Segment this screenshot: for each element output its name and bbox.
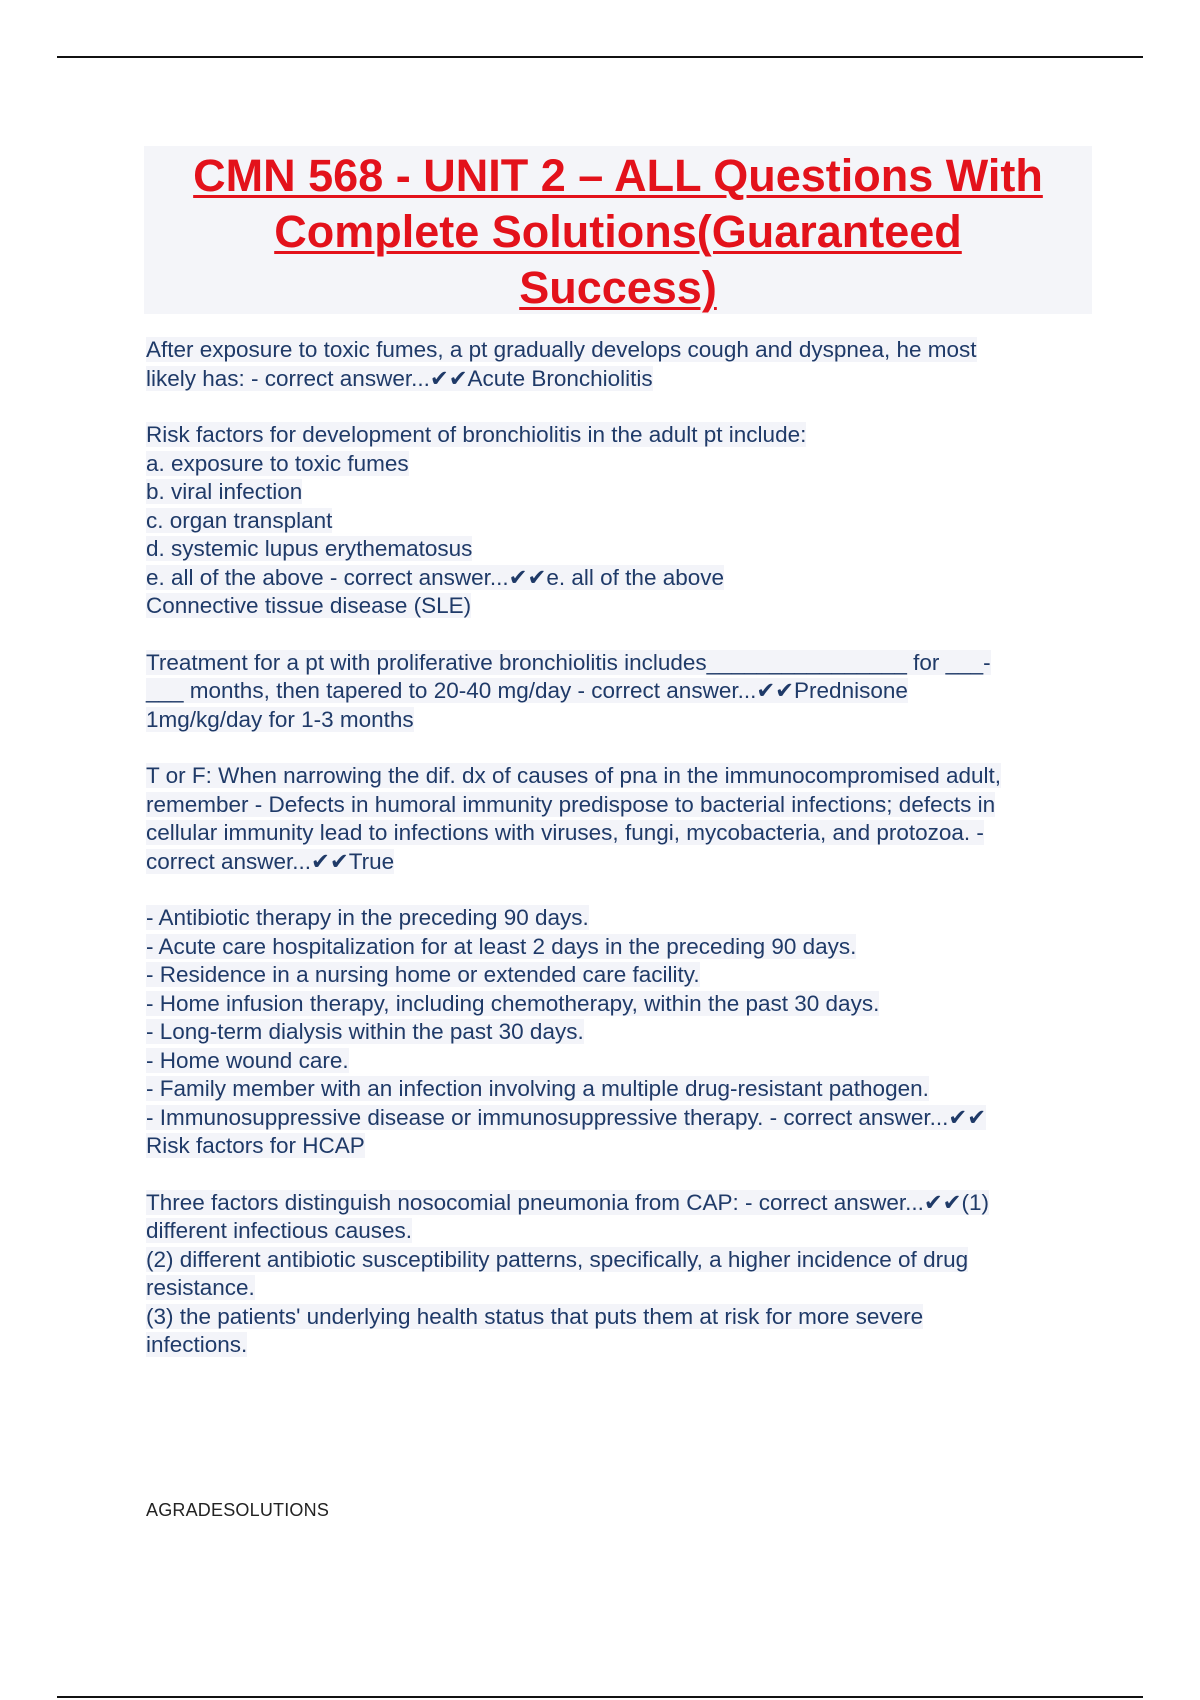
qa-line: correct answer...✔✔True	[146, 848, 395, 874]
qa-line: a. exposure to toxic fumes	[146, 450, 409, 476]
bottom-rule	[57, 1696, 1143, 1698]
top-rule	[57, 56, 1143, 58]
qa-line: T or F: When narrowing the dif. dx of causes of pna in the immunocompromised adult,	[146, 763, 1001, 788]
qa-item	[146, 904, 1086, 1161]
qa-line: - Immunosuppressive disease or immunosuppressive therapy. - correct answer...✔✔	[146, 1104, 987, 1130]
qa-line: different infectious causes.	[146, 1218, 412, 1243]
qa-line: - Home infusion therapy, including chemotherapy, within the past 30 days.	[146, 990, 880, 1016]
qa-line: 1mg/kg/day for 1-3 months	[146, 706, 414, 732]
title-line-1: CMN 568 - UNIT 2 – ALL Questions With	[193, 150, 1043, 201]
qa-line: - Long-term dialysis within the past 30 days.	[146, 1019, 584, 1044]
qa-line: Risk factors for development of bronchiolitis in the adult pt include:	[146, 422, 807, 447]
qa-item	[146, 1189, 1086, 1360]
qa-line: - Family member with an infection involving a multiple drug-resistant pathogen.	[146, 1076, 929, 1101]
qa-line: Treatment for a pt with proliferative bronchiolitis includes________________ for ___-	[146, 649, 991, 675]
qa-item	[146, 649, 1086, 735]
document-title	[144, 146, 1092, 316]
qa-line: - Residence in a nursing home or extended care facility.	[146, 962, 700, 987]
qa-line: likely has: - correct answer...✔✔Acute Bronchiolitis	[146, 365, 653, 391]
qa-line: c. organ transplant	[146, 507, 333, 533]
qa-item	[146, 421, 1086, 621]
qa-line: e. all of the above - correct answer...✔✔e. all of the above	[146, 564, 725, 590]
qa-line: - Acute care hospitalization for at least 2 days in the preceding 90 days.	[146, 933, 857, 959]
qa-item	[146, 336, 1086, 393]
qa-line: (2) different antibiotic susceptibility patterns, specifically, a higher incidence of drug	[146, 1246, 969, 1272]
title-line-2: Complete Solutions(Guaranteed	[274, 206, 962, 257]
qa-line: - Antibiotic therapy in the preceding 90 days.	[146, 905, 589, 930]
qa-line: remember - Defects in humoral immunity predispose to bacterial infections; defects in	[146, 791, 996, 817]
qa-line: d. systemic lupus erythematosus	[146, 536, 473, 561]
title-block	[144, 146, 1092, 314]
qa-line: - Home wound care.	[146, 1047, 349, 1073]
footer-brand: AGRADESOLUTIONS	[146, 1500, 330, 1520]
qa-line: ___ months, then tapered to 20-40 mg/day - correct answer...✔✔Prednisone	[146, 678, 908, 703]
qa-line: Risk factors for HCAP	[146, 1133, 365, 1158]
qa-line: infections.	[146, 1332, 248, 1357]
qa-line: b. viral infection	[146, 479, 303, 504]
qa-line: (3) the patients' underlying health status that puts them at risk for more severe	[146, 1303, 924, 1329]
qa-line: resistance.	[146, 1275, 255, 1300]
qa-line: Three factors distinguish nosocomial pneumonia from CAP: - correct answer...✔✔(1)	[146, 1189, 990, 1215]
title-line-3: Success)	[519, 262, 717, 313]
qa-item	[146, 762, 1086, 876]
qa-line: After exposure to toxic fumes, a pt gradually develops cough and dyspnea, he most	[146, 337, 977, 362]
qa-line: Connective tissue disease (SLE)	[146, 593, 472, 618]
qa-content	[146, 336, 1086, 1388]
qa-line: cellular immunity lead to infections with viruses, fungi, mycobacteria, and protozoa. -	[146, 820, 984, 845]
